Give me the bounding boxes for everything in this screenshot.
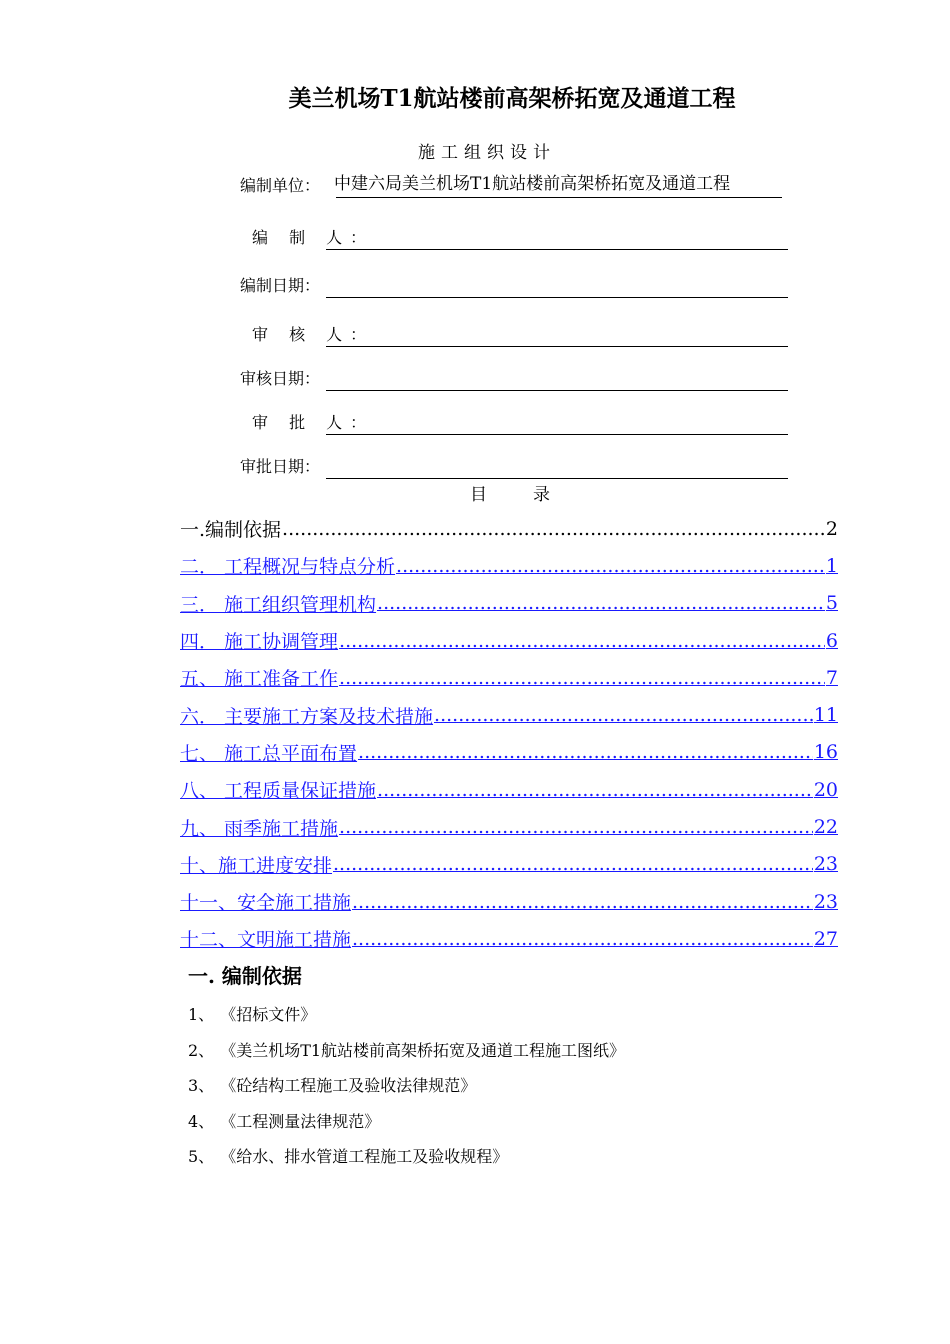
field-label: 编制单位： [240, 176, 321, 195]
toc-item-page: 11 [813, 704, 838, 727]
field-label: 审批日期： [240, 457, 321, 476]
toc-leader-dots [339, 816, 813, 838]
toc-link[interactable] [180, 696, 838, 733]
toc-link[interactable] [180, 883, 838, 920]
toc-leader-dots [358, 741, 813, 763]
list-item-number: 3、 [188, 1076, 215, 1096]
list-item [188, 1103, 625, 1139]
list-item-text: 《砼结构工程施工及验收法律规范》 [220, 1076, 477, 1096]
toc-leader-dots [352, 891, 813, 913]
toc-leader-dots [282, 518, 825, 540]
toc-leader-dots [377, 592, 825, 614]
reference-list [188, 996, 625, 1174]
toc-leader-dots [396, 555, 825, 577]
toc-item-page: 23 [813, 890, 838, 913]
list-item [188, 1032, 625, 1068]
toc-item-page: 2 [825, 517, 838, 540]
toc-item-page: 23 [813, 853, 838, 876]
field-underline [326, 297, 788, 298]
toc-item-text: 一.编制依据 [180, 519, 282, 542]
toc-leader-dots [333, 853, 813, 875]
toc-item-text: 二． 工程概况与特点分析 [180, 556, 396, 579]
toc-leader-dots [339, 630, 825, 652]
toc-item-page: 1 [825, 554, 838, 577]
field-underline [326, 249, 788, 250]
toc-item-text: 十二、文明施工措施 [180, 929, 352, 952]
field-value: 中建六局美兰机场T1航站楼前高架桥拓宽及通道工程 [334, 174, 731, 194]
toc-link[interactable] [180, 734, 838, 771]
list-item [188, 1138, 625, 1174]
list-item-text: 《美兰机场T1航站楼前高架桥拓宽及通道工程施工图纸》 [220, 1040, 626, 1060]
toc-item-page: 7 [825, 666, 838, 689]
toc-item-page: 6 [825, 629, 838, 652]
toc-item-page: 27 [813, 927, 838, 950]
toc-link[interactable] [180, 808, 838, 845]
toc-link[interactable] [180, 547, 838, 584]
document-subtitle: 施工组织设计 [418, 143, 556, 163]
toc-link[interactable] [180, 659, 838, 696]
toc-item-page: 20 [813, 778, 838, 801]
toc-heading [470, 480, 550, 505]
toc-item-text: 五、 施工准备工作 [180, 668, 339, 691]
toc-leader-dots [434, 704, 813, 726]
field-underline [326, 478, 788, 479]
toc-link[interactable] [180, 920, 838, 957]
field-underline [326, 346, 788, 347]
section-heading: 一. 编制依据 [188, 964, 302, 988]
toc-item-text: 四． 施工协调管理 [180, 631, 339, 654]
list-item [188, 1067, 625, 1103]
toc-item-page: 5 [825, 592, 838, 615]
field-label: 审 核 人： [252, 325, 375, 344]
toc-item-text: 六． 主要施工方案及技术措施 [180, 705, 434, 728]
toc-item [180, 510, 838, 547]
list-item-number: 5、 [188, 1147, 215, 1167]
list-item-number: 4、 [188, 1111, 215, 1131]
list-item-text: 《给水、排水管道工程施工及验收规程》 [220, 1147, 509, 1167]
field-label: 编 制 人： [252, 228, 375, 247]
document-title: 美兰机场T1航站楼前高架桥拓宽及通道工程 [288, 85, 736, 112]
toc-heading-char: 目 [470, 485, 487, 505]
toc-item-text: 七、 施工总平面布置 [180, 742, 358, 765]
toc-link[interactable] [180, 585, 838, 622]
toc-item-page: 16 [813, 741, 838, 764]
list-item [188, 996, 625, 1032]
toc-item-text: 八、 工程质量保证措施 [180, 780, 377, 803]
field-label: 审核日期： [240, 369, 321, 388]
toc-item-text: 九、 雨季施工措施 [180, 817, 339, 840]
toc-item-text: 三． 施工组织管理机构 [180, 593, 377, 616]
toc-link[interactable] [180, 771, 838, 808]
table-of-contents [180, 510, 838, 958]
toc-item-text: 十一、安全施工措施 [180, 892, 352, 915]
field-label: 编制日期： [240, 276, 321, 295]
toc-leader-dots [377, 779, 813, 801]
field-underline [336, 197, 782, 198]
toc-item-text: 十、施工进度安排 [180, 854, 333, 877]
field-underline [326, 434, 788, 435]
toc-link[interactable] [180, 846, 838, 883]
list-item-text: 《招标文件》 [220, 1005, 317, 1025]
toc-heading-char: 录 [533, 485, 550, 505]
list-item-text: 《工程测量法律规范》 [220, 1111, 381, 1131]
field-underline [326, 390, 788, 391]
toc-item-page: 22 [813, 816, 838, 839]
toc-link[interactable] [180, 622, 838, 659]
list-item-number: 2、 [188, 1040, 215, 1060]
toc-leader-dots [339, 667, 825, 689]
field-label: 审 批 人： [252, 413, 375, 432]
list-item-number: 1、 [188, 1005, 215, 1025]
toc-leader-dots [352, 928, 813, 950]
